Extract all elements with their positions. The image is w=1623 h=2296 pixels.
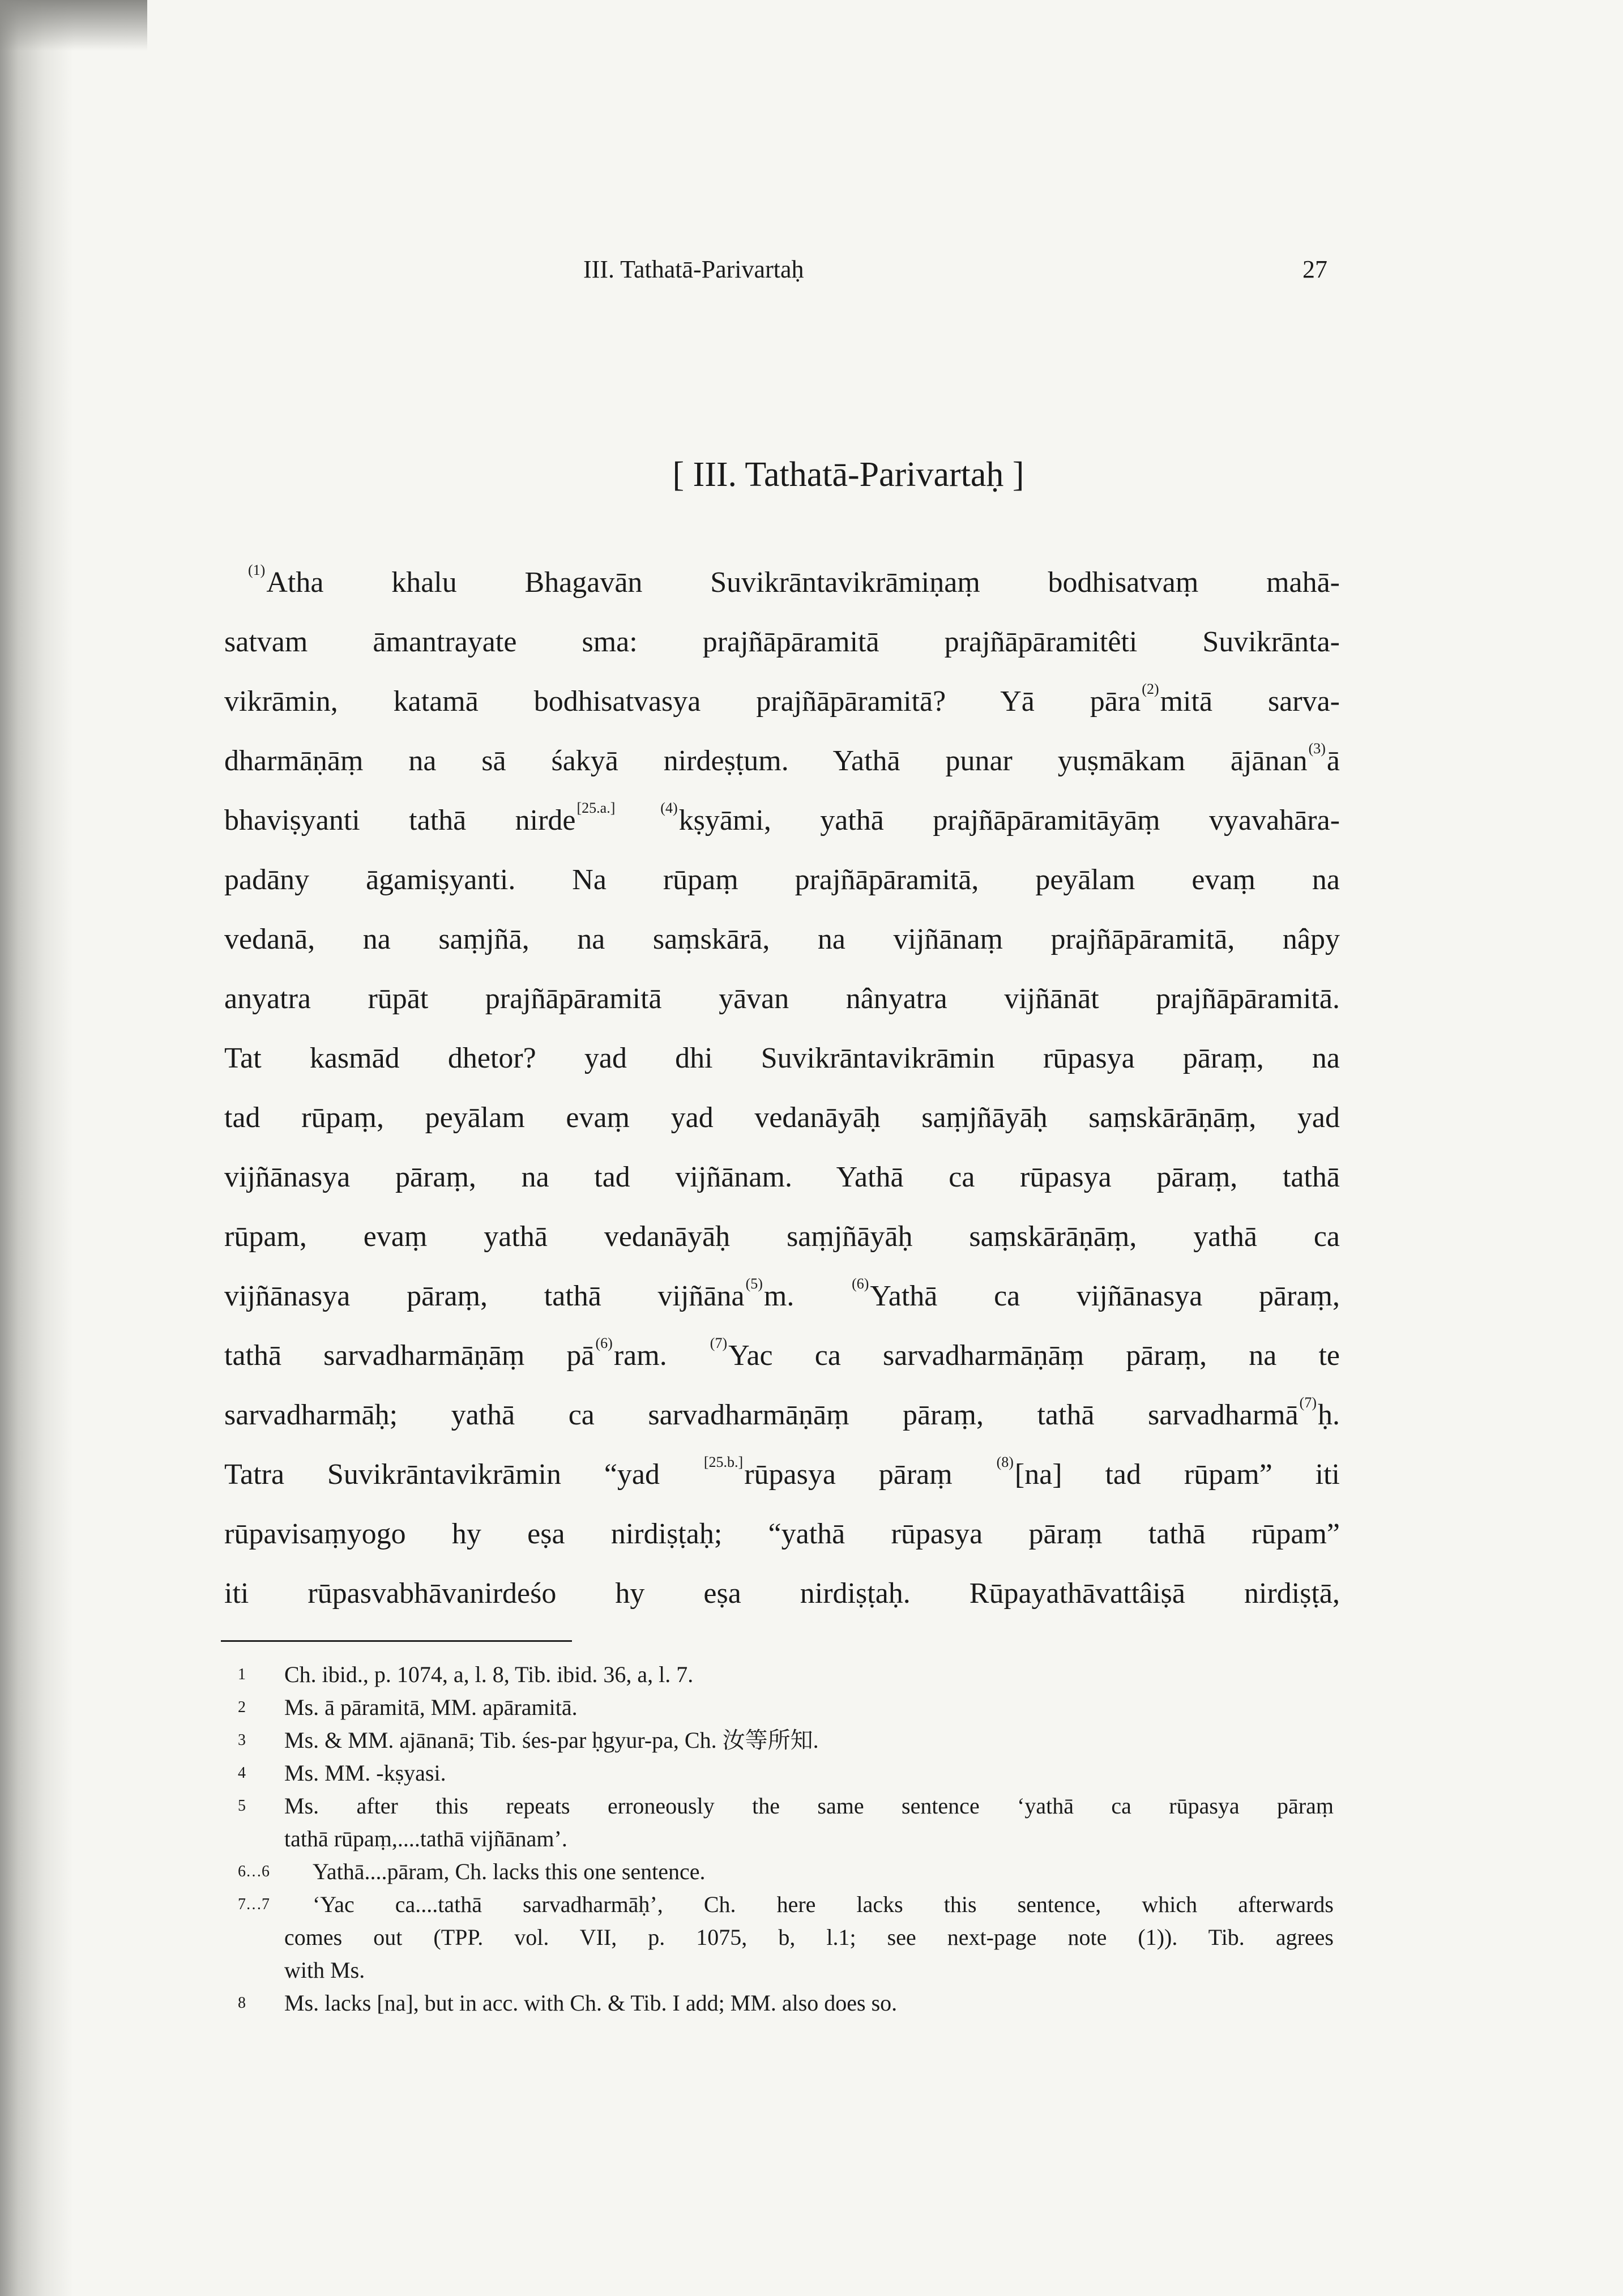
body-text: kṣyāmi, yathā prajñāpāramitāyāṃ vyavahāra-	[678, 804, 1340, 837]
footnote-number: 1	[238, 1666, 246, 1683]
chapter-title: [ III. Tathatā-Parivartaḥ ]	[672, 455, 1024, 494]
body-line	[224, 1445, 1340, 1504]
footnote-separator	[221, 1640, 572, 1642]
footnote-first-row	[238, 1790, 1334, 1823]
body-text: vijñānasya pāraṃ, tathā vijñāna	[224, 1280, 745, 1312]
body-text: satvam āmantrayate sma: prajñāpāramitā prajñāpāramitêti Suvikrānta-	[224, 626, 1340, 658]
body-line	[224, 1266, 1340, 1326]
footnote-text: Ms. after this repeats erroneously the same sentence ‘yathā ca rūpasya pāraṃ	[284, 1793, 1334, 1819]
footnote-marker: (7)	[1299, 1394, 1317, 1411]
footnote-marker: (2)	[1142, 681, 1159, 697]
body-text: dharmāṇāṃ na sā śakyā nirdeṣṭum. Yathā punar yuṣmākam ājānan	[224, 745, 1308, 777]
scan-edge-shadow	[0, 0, 74, 2296]
footnote-number: 6…6	[238, 1863, 270, 1880]
footnote-first-row	[238, 1855, 1334, 1888]
body-text: vijñānasya pāraṃ, na tad vijñānam. Yathā ca rūpasya pāraṃ, tathā	[224, 1161, 1340, 1193]
body-text: iti rūpasvabhāvanirdeśo hy eṣa nirdiṣṭaḥ. Rūpayathāvattâiṣā nirdiṣṭā,	[224, 1577, 1340, 1610]
body-text: Tatra Suvikrāntavikrāmin “yad	[224, 1458, 703, 1491]
running-title: III. Tathatā-Parivartaḥ	[583, 255, 804, 283]
footnote-text: Yathā....pāram, Ch. lacks this one sentence.	[313, 1859, 706, 1884]
body-text: mitā sarva-	[1160, 685, 1340, 718]
footnote-first-row	[238, 1691, 1334, 1724]
page-number: 27	[1302, 255, 1327, 283]
footnote-number: 7…7	[238, 1896, 270, 1913]
footnote-first-row	[238, 1724, 1334, 1757]
body-text: vedanā, na saṃjñā, na saṃskārā, na vijñānaṃ prajñāpāramitā, nâpy	[224, 923, 1340, 955]
footnote	[238, 1790, 1334, 1855]
body-text: Atha khalu Bhagavān Suvikrāntavikrāmiṇaṃ bodhisatvaṃ mahā-	[266, 566, 1340, 599]
body-text: sarvadharmāḥ; yathā ca sarvadharmāṇāṃ pāraṃ, tathā sarvadharmā	[224, 1399, 1299, 1431]
body-line	[224, 1028, 1340, 1088]
footnote	[238, 1757, 1334, 1790]
footnote-number: 5	[238, 1797, 246, 1815]
footnote	[238, 1658, 1334, 1691]
footnote-text: tathā rūpaṃ,....tathā vijñānam’.	[284, 1826, 567, 1851]
footnote-marker: (8)	[996, 1454, 1014, 1470]
footnote-text: Ch. ibid., p. 1074, a, l. 8, Tib. ibid. 36, a, l. 7.	[284, 1662, 694, 1687]
body-line	[224, 969, 1340, 1028]
body-text: rūpavisaṃyogo hy eṣa nirdiṣṭaḥ; “yathā rūpasya pāraṃ tathā rūpam”	[224, 1518, 1340, 1550]
body-text: rūpasya pāraṃ	[744, 1458, 996, 1491]
footnotes	[238, 1658, 1334, 2020]
body-text: ram.	[613, 1339, 709, 1372]
footnote-text: Ms. MM. -kṣyasi.	[284, 1760, 446, 1786]
footnote-text: ‘Yac ca....tathā sarvadharmāḥ’, Ch. here lacks this sentence, which afterwards	[313, 1892, 1334, 1917]
body-line	[224, 1088, 1340, 1147]
footnote-text: with Ms.	[284, 1957, 365, 1983]
footnote-text: Ms. lacks [na], but in acc. with Ch. & Tib. I add; MM. also does so.	[284, 1990, 898, 2016]
body-line	[224, 1207, 1340, 1266]
footnote-marker: (7)	[710, 1335, 728, 1351]
scan-corner-shadow	[0, 0, 147, 51]
body-line	[224, 1385, 1340, 1445]
body-line	[224, 850, 1340, 910]
body-line	[224, 1504, 1340, 1564]
body-text: anyatra rūpāt prajñāpāramitā yāvan nânyatra vijñānāt prajñāpāramitā.	[224, 983, 1340, 1015]
body-text: padāny āgamiṣyanti. Na rūpaṃ prajñāpāramitā, peyālam evaṃ na	[224, 864, 1340, 896]
footnote-number: 8	[238, 1994, 246, 2012]
footnote	[238, 1855, 1334, 1888]
footnote-text: comes out (TPP. vol. VII, p. 1075, b, l.1; see next-page note (1)). Tib. agrees	[284, 1924, 1334, 1950]
footnote-marker: [25.b.]	[703, 1454, 744, 1470]
body-text: tathā sarvadharmāṇāṃ pā	[224, 1339, 595, 1372]
body-line	[224, 1147, 1340, 1207]
footnote	[238, 1724, 1334, 1757]
footnote-marker: (3)	[1308, 740, 1326, 757]
body-text: rūpam, evaṃ yathā vedanāyāḥ saṃjñāyāḥ saṃskārāṇāṃ, yathā ca	[224, 1220, 1340, 1253]
footnote-text: Ms. ā pāramitā, MM. apāramitā.	[284, 1695, 578, 1720]
footnote	[238, 1888, 1334, 1987]
body-text: [na] tad rūpam” iti	[1014, 1458, 1340, 1491]
body-line	[224, 731, 1340, 791]
body-line	[224, 910, 1340, 969]
body-line	[224, 1326, 1340, 1385]
body-line	[224, 672, 1340, 731]
footnote	[238, 1691, 1334, 1724]
footnote-marker: (1)	[248, 562, 266, 578]
body-text: Yathā ca vijñānasya pāraṃ,	[870, 1280, 1340, 1312]
footnote-first-row	[238, 1888, 1334, 1921]
footnote-marker: (6)	[852, 1275, 869, 1292]
body-text: vikrāmin, katamā bodhisatvasya prajñāpāramitā? Yā pāra	[224, 685, 1141, 718]
body-text: Tat kasmād dhetor? yad dhi Suvikrāntavikrāmin rūpasya pāraṃ, na	[224, 1042, 1340, 1074]
body-text: Yac ca sarvadharmāṇāṃ pāraṃ, na te	[728, 1339, 1340, 1372]
body-text: bhaviṣyanti tathā nirde	[224, 804, 576, 837]
footnote-marker: [25.a.] (4)	[576, 800, 678, 816]
body-text: ḥ.	[1318, 1399, 1340, 1431]
body-line	[224, 791, 1340, 850]
footnote-first-row	[238, 1987, 1334, 2020]
body-text: ā	[1326, 745, 1340, 777]
body-line	[224, 612, 1340, 672]
body-line	[224, 553, 1340, 612]
footnote-number: 4	[238, 1764, 246, 1782]
footnote-marker: (6)	[595, 1335, 613, 1351]
body-line	[224, 1564, 1340, 1623]
body-text: m.	[763, 1280, 851, 1312]
main-text	[224, 553, 1340, 1623]
footnote-first-row	[238, 1757, 1334, 1790]
footnote-first-row	[238, 1658, 1334, 1691]
footnote-marker: (5)	[745, 1275, 763, 1292]
footnote-number: 2	[238, 1698, 246, 1716]
footnote-number: 3	[238, 1731, 246, 1749]
footnote	[238, 1987, 1334, 2020]
body-text: tad rūpaṃ, peyālam evaṃ yad vedanāyāḥ saṃjñāyāḥ saṃskārāṇāṃ, yad	[224, 1102, 1340, 1134]
footnote-text: Ms. & MM. ajānanā; Tib. śes-par ḥgyur-pa, Ch. 汝等所知.	[284, 1727, 819, 1753]
